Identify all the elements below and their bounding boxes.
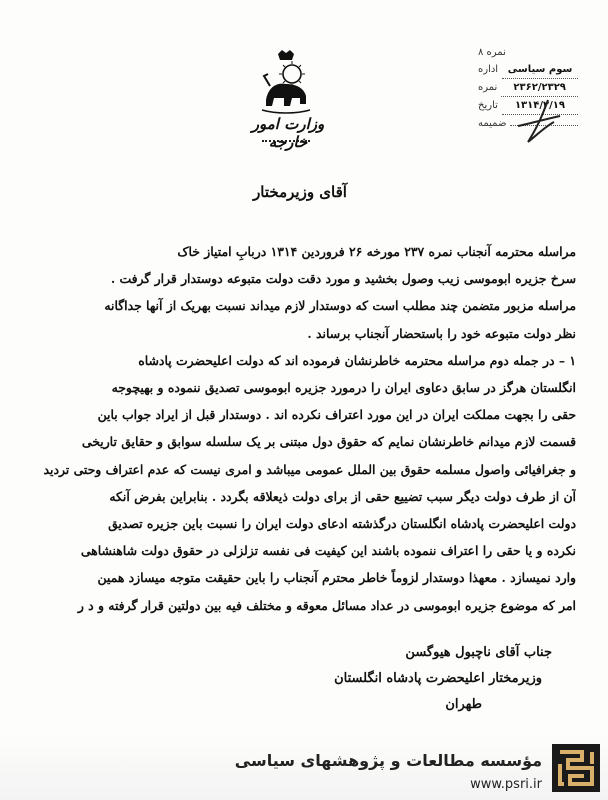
body-line: وارد نمیسازد . معهذا دوستدار لزوماً خاطر محترم آنجناب را باین حقیقت متوجه میسازد همین [97, 570, 576, 586]
body-line: مراسله مزبور متضمن چند مطلب است که دوستدار لازم میداند نسبت بهریک از آنها جداگانه [104, 298, 576, 314]
body-line: مراسله محترمه آنجناب نمره ۲۳۷ مورخه ۲۶ فروردین ۱۳۱۴ دربابِ امتیاز خاک [177, 244, 576, 259]
ministry-name: وزارت امور خارجه [251, 115, 325, 151]
body-line: قسمت لازم میدانم خاطرنشان نمایم که حقوق دول مبتنی بر یک سلسله سوابق و حقایق تاریخی [81, 434, 576, 450]
letter-body [36, 238, 576, 619]
reference-number-label: نمره [478, 82, 498, 93]
body-line: حقی را بجهت مملکت ایران در این مورد اعتراف نکرده اند . دوستدار قبل از ایراد جواب باین [97, 407, 576, 423]
body-line: و جغرافیائی واصول مسلمه حقوق بین الملل عمومی میباشد و امری نیست که عدم اعتراف وحتی تردید [43, 461, 576, 477]
addressee-title: وزیرمختار اعلیحضرت پادشاه انگلستان [334, 671, 542, 686]
addressee-name: جناب آقای ناچبول هیوگسن [405, 645, 552, 660]
reference-number-value: ۲۳۶۲/۲۳۲۹ [501, 79, 578, 97]
watermark-bar [0, 734, 608, 800]
institute-logo-icon [552, 744, 600, 792]
body-line: ۱ – در جمله دوم مراسله محترمه خاطرنشان فرموده اند که دولت اعلیحضرت پادشاه [138, 352, 576, 368]
addressee-city: طهران [445, 697, 482, 712]
date-label: تاریخ [478, 100, 498, 111]
body-line: سرخ جزیره ابوموسی زیب وصول بخشید و مورد دقت دولت متبوعه دوستدار قرار گرفت . [110, 271, 576, 287]
body-line: آن از طرف دولت دیگر سبب تضییع حقی از برای دولت ذیعلاقه بگردد . بنابراین بفرض آنکه [109, 488, 576, 504]
addressee-block [334, 640, 552, 718]
date-value: ۱۳۱۴/۲/۱۹ [502, 97, 578, 115]
attachment-label: ضمیمه [478, 118, 507, 129]
body-line: انگلستان هرگز در سابق دعاوی ایران را درمورد جزیره ابوموسی تصدیق ننموده و بهیچوجه [111, 380, 576, 396]
form-number-label: نمره ۸ [478, 47, 506, 58]
signature-scribble [498, 96, 568, 146]
reference-number-row [478, 79, 578, 97]
salutation: آقای وزیرمختار [253, 183, 347, 201]
form-number-row [478, 44, 578, 61]
department-row [478, 61, 578, 79]
lion-and-sun-emblem-icon [256, 48, 316, 118]
department-label: اداره [478, 64, 499, 75]
department-value: سوم سیاسی [502, 61, 578, 79]
watermark-url: www.psri.ir [470, 777, 542, 792]
watermark-title: مؤسسه مطالعات و پژوهشهای سیاسی [234, 751, 542, 770]
divider [262, 140, 310, 142]
body-line: امر که موضوع جزیره ابوموسی در عداد مسائل معوقه و مختلف فیه بین دولتین قرار گرفته و د ر [77, 597, 576, 613]
body-line: دولت اعلیحضرت پادشاه انگلستان درگذشته ادعای دولت ایران را نسبت باین جزیره تصدیق [108, 516, 576, 532]
body-line: نکرده و یا حقی را اعتراف ننموده باشند این کیفیت فی نفسه تزلزلی در حقوق دولت شاهنشاهی [80, 543, 576, 559]
body-line: نظر دولت متبوعه خود را باستحضار آنجناب برساند . [307, 325, 576, 341]
